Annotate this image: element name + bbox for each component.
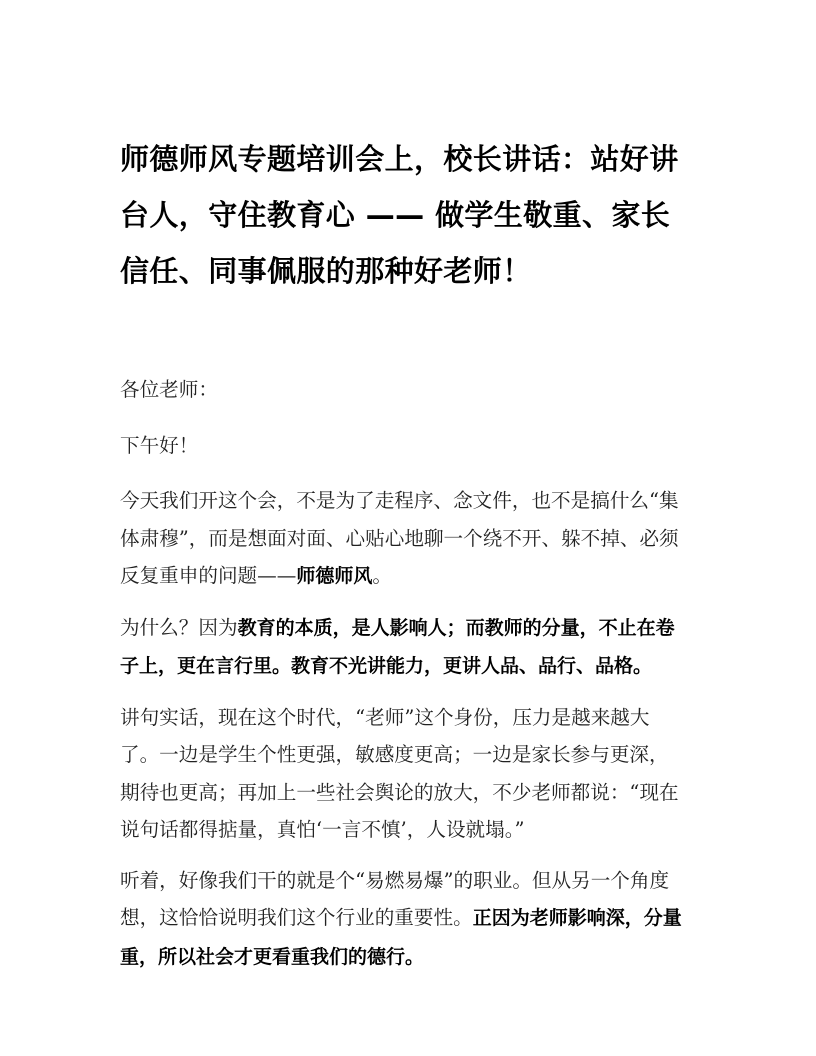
document-title: 师德师风专题培训会上，校长讲话：站好讲台人，守住教育心 —— 做学生敬重、家长信任、同事佩服的那种好老师！ bbox=[120, 142, 679, 288]
paragraph-4-text: 听着，好像我们干的就是个“易燃易爆”的职业。但从另一个角度想，这恰恰说明我们这个行业的重要性。 bbox=[120, 868, 670, 929]
greeting: 下午好！ bbox=[120, 433, 199, 457]
paragraph-1-text: 今天我们开这个会，不是为了走程序、念文件，也不是搞什么“集体肃穆”，而是想面对面、心贴心地聊一个绕不开、躲不掉、必须反复重申的问题—— bbox=[120, 489, 679, 587]
paragraph-2 bbox=[120, 609, 682, 686]
paragraph-1-bold: 师德师风 bbox=[296, 565, 373, 587]
paragraph-3 bbox=[120, 699, 682, 849]
salutation: 各位老师： bbox=[120, 378, 218, 401]
paragraph-2-bold: 教育的本质，是人影响人；而教师的分量，不止在卷子上，更在言行里。教育不光讲能力，更讲人品、品行、品格。 bbox=[120, 616, 675, 677]
paragraph-4 bbox=[120, 862, 682, 977]
document-body bbox=[120, 371, 682, 976]
paragraph-3-text: 讲句实话，现在这个时代，“老师”这个身份，压力是越来越大了。一边是学生个性更强，敏感度更高；一边是家长参与更深，期待也更高；再加上一些社会舆论的放大，不少老师都说：“现在说句话都得掂量，真怕‘一言不慎’，人设就塌。” bbox=[120, 705, 679, 841]
paragraph-1-end: 。 bbox=[372, 564, 392, 587]
paragraph-1 bbox=[120, 482, 682, 596]
document-page bbox=[120, 131, 682, 989]
paragraph-4-bold: 正因为老师影响深，分量重，所以社会才更看重我们的德行。 bbox=[120, 907, 682, 968]
paragraph-2-text: 为什么？因为 bbox=[120, 615, 238, 639]
